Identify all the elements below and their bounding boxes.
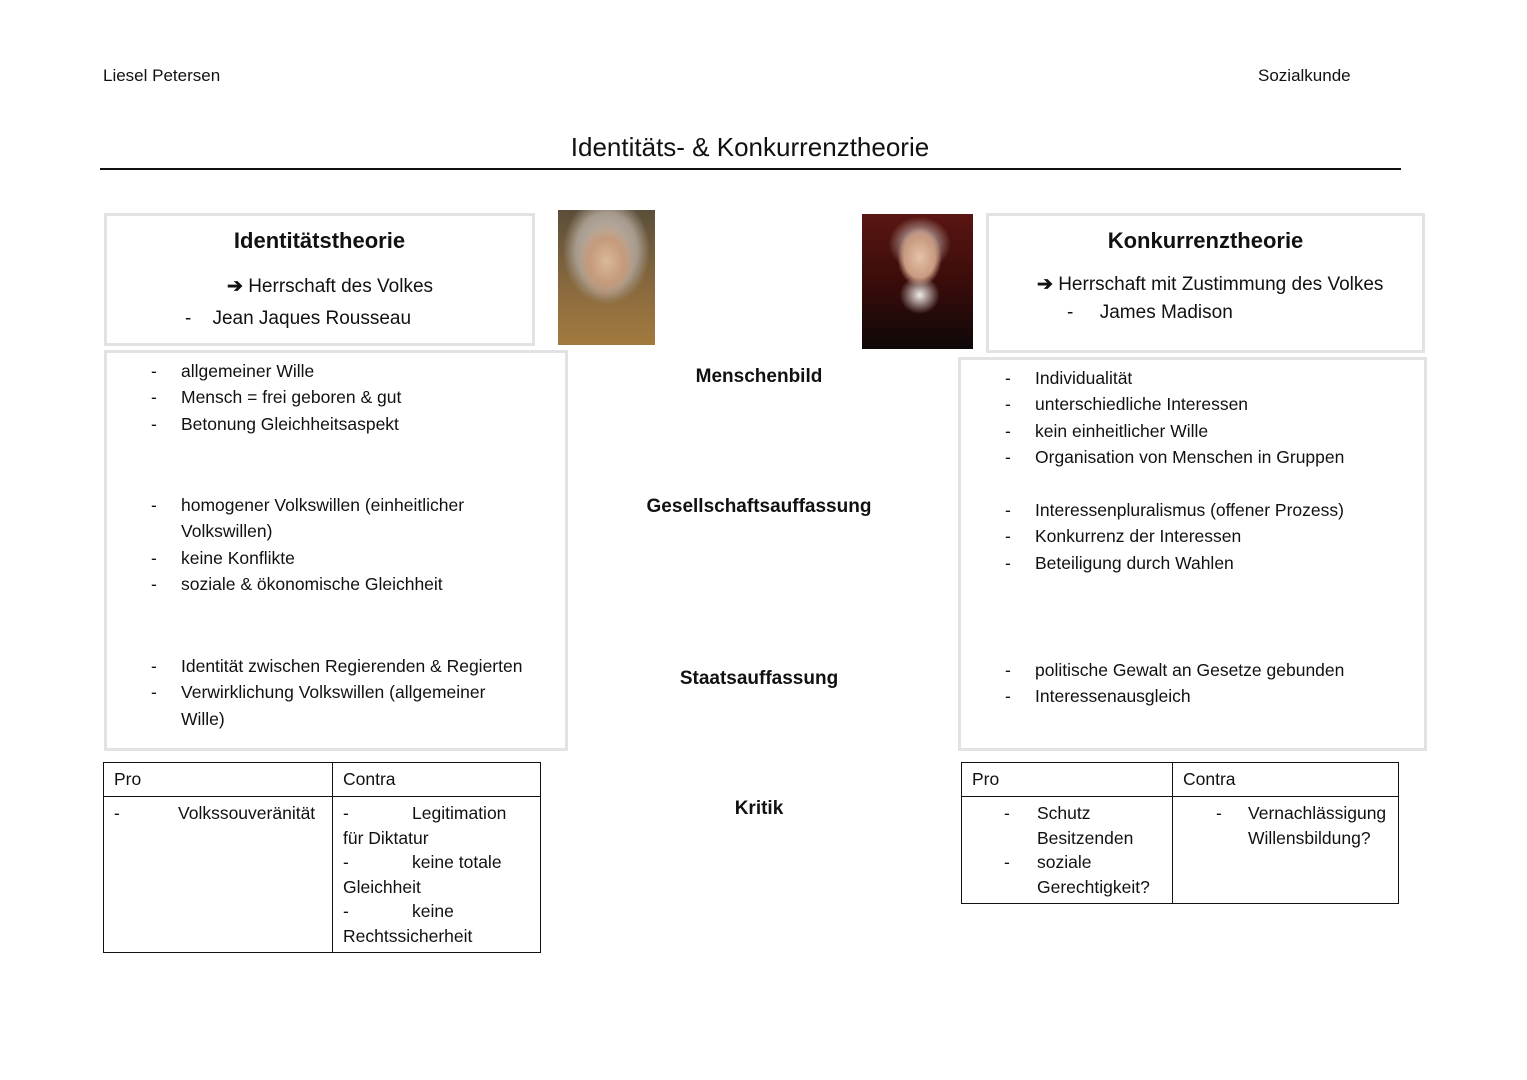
bullet: - <box>185 308 192 329</box>
madison-portrait <box>862 214 973 349</box>
left-staat-list <box>151 653 551 732</box>
pro-header: Pro <box>104 763 333 797</box>
identitaetstheorie-title: Identitätstheorie <box>233 228 406 253</box>
left-gesellschaft-list <box>151 492 496 597</box>
subject-name: Sozialkunde <box>1258 66 1351 85</box>
right-kritik-table <box>961 762 1399 904</box>
list-item: - keine Konflikte <box>151 547 295 568</box>
left-thesis-text: Herrschaft des Volkes <box>248 276 434 297</box>
category-gesellschaft: Gesellschaftsauffassung <box>646 496 872 517</box>
pro-item: - soziale Gerechtigkeit? <box>1004 852 1150 897</box>
pro-header: Pro <box>962 763 1173 797</box>
identitaetstheorie-header-box <box>104 213 535 346</box>
list-item: - kein einheitlicher Wille <box>1005 420 1209 441</box>
right-gesellschaft-list <box>1005 497 1415 576</box>
right-person <box>1067 302 1233 324</box>
category-menschenbild: Menschenbild <box>695 366 823 387</box>
list-item: - soziale & ökonomische Gleichheit <box>151 573 443 594</box>
title-rule <box>100 168 1401 170</box>
list-item: - Organisation von Menschen in Gruppen <box>1005 446 1345 467</box>
left-person <box>185 308 411 330</box>
left-person-text: Jean Jaques Rousseau <box>212 308 412 329</box>
pro-item: Volkssouveränität <box>178 803 316 823</box>
rousseau-portrait <box>558 210 655 345</box>
konkurrenztheorie-title: Konkurrenztheorie <box>1107 228 1304 253</box>
page-title: Identitäts- & Konkurrenztheorie <box>570 132 930 162</box>
list-item: - Konkurrenz der Interessen <box>1005 526 1242 547</box>
arrow-right-icon: ➔ <box>1037 274 1053 295</box>
contra-cell <box>1173 797 1399 904</box>
list-item: - Verwirklichung Volkswillen (allgemeiner Wille) <box>151 682 486 729</box>
list-item: - politische Gewalt an Gesetze gebunden <box>1005 660 1345 680</box>
left-menschenbild-list <box>151 358 551 437</box>
left-kritik-table <box>103 762 541 953</box>
list-item: - unterschiedliche Interessen <box>1005 394 1249 415</box>
list-item: - Interessenausgleich <box>1005 686 1191 707</box>
arrow-right-icon: ➔ <box>227 276 243 297</box>
list-item: - Beteiligung durch Wahlen <box>1005 552 1234 573</box>
list-item: - Mensch = frei geboren & gut <box>151 387 402 408</box>
right-thesis-text: Herrschaft mit Zustimmung des Volkes <box>1058 274 1384 295</box>
right-menschenbild-list <box>1005 365 1415 470</box>
bullet: - <box>1067 302 1074 323</box>
right-person-text: James Madison <box>1099 302 1233 323</box>
list-item: - Betonung Gleichheitsaspekt <box>151 413 399 434</box>
contra-item: - keine Rechtssicherheit <box>343 901 473 946</box>
pro-cell <box>962 797 1173 904</box>
list-item: - homogener Volkswillen (einheitlicher Volkswillen) <box>151 495 465 542</box>
list-item: - allgemeiner Wille <box>151 361 315 381</box>
list-item: - Individualität <box>1005 368 1133 388</box>
contra-item: - Vernachlässigung Willensbildung? <box>1216 803 1387 848</box>
category-kritik: Kritik <box>734 798 784 819</box>
right-staat-list <box>1005 657 1415 710</box>
contra-item: - keine totale Gleichheit <box>343 852 502 897</box>
category-staat: Staatsauffassung <box>679 668 839 689</box>
konkurrenztheorie-header-box <box>986 213 1425 353</box>
contra-cell <box>333 797 541 953</box>
pro-item: - Schutz Besitzenden <box>1004 803 1134 848</box>
contra-item: - Legitimation für Diktatur <box>343 803 507 848</box>
pro-cell: - Volkssouveränität <box>104 797 333 953</box>
author-name: Liesel Petersen <box>103 66 221 85</box>
list-item: - Interessenpluralismus (offener Prozess) <box>1005 500 1344 520</box>
contra-header: Contra <box>1173 763 1399 797</box>
left-thesis <box>227 275 433 298</box>
list-item: - Identität zwischen Regierenden & Regierten <box>151 656 523 676</box>
contra-header: Contra <box>333 763 541 797</box>
right-thesis <box>1037 273 1383 296</box>
